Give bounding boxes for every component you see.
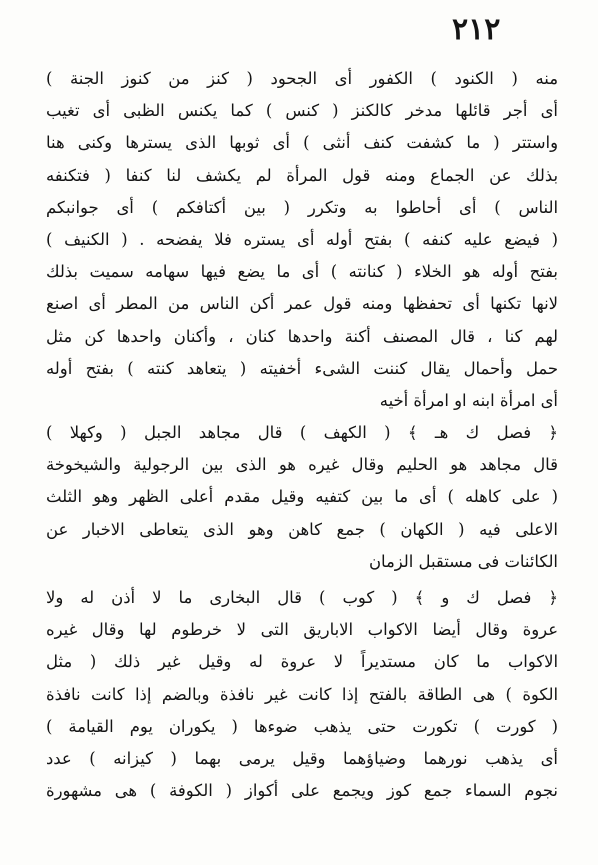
section-heading-kaf-ha: ﴿ فصل ك هـ ﴾ ( الكهف ) قال مجاهد الجبل ( وكهلا ) (46, 423, 558, 443)
text-line: الكوة ) هى الطاقة بالفتح إذا كانت غير نافذة وبالضم إذا كانت نافذة (46, 684, 558, 704)
text-line: منه ( الكنود ) الكفور أى الجحود ( كنز من كنوز الجنة ) (46, 69, 558, 88)
text-line: عروة وقال أيضا الاكواب الاباريق التى لا خرطوم لها وقال غيره (46, 620, 558, 640)
text-line: قال مجاهد هو الحليم وقال غيره هو الذى بين الرجولية والشيخوخة (46, 455, 558, 475)
section-heading-kaf-waw: ﴿ فصل ك و ﴾ ( كوب ) قال البخارى ما لا أذن له ولا (46, 588, 558, 607)
text-line: الاكواب ما كان مستديراً لا عروة له وقيل غير ذلك ( مثل (46, 652, 558, 672)
text-line: لهم كنا ، قال المصنف أكنة واحدها كنان ، وأكنان واحدها كن مثل (46, 326, 558, 346)
text-line: بفتح أوله هو الخلاء ( كنانته ) أى ما يضع فيها سهامه سميت بذلك (46, 262, 558, 282)
text-line: أى يذهب نورهما وضياؤهما وقيل يرمى بهما ( كيزانه ) عدد (46, 748, 558, 768)
text-line: حمل وأحمال يقال كننت الشىء أخفيته ( يتعاهد كنته ) بفتح أوله (46, 358, 558, 378)
text-line: الكائنات فى مستقبل الزمان (368, 551, 558, 571)
page-body-text (46, 63, 558, 807)
text-line: لانها تكنها أى تحفظها ومنه قول عمر أكن الناس من المطر أى اصنع (46, 294, 558, 314)
text-line: بذلك عن الجماع ومنه قول المرأة لم يكشف لنا كنفا ( فتكنفه (46, 165, 558, 185)
text-line: واستتر ( ما كشفت كنف أنثى ) أى ثوبها الذى يسترها وكنى هنا (46, 133, 558, 153)
text-line: ( كورت ) تكورت حتى يذهب ضوءها ( يكوران يوم القيامة ) (46, 716, 558, 736)
text-line: الناس ) أى أحاطوا به وتكرر ( بين أكتافكم ) أى جوانبكم (46, 197, 558, 217)
text-line: ( على كاهله ) أى ما بين كتفيه وقيل مقدم أعلى الظهر وهو الثلث (46, 487, 558, 507)
text-line: ( فيضع عليه كنفه ) بفتح أوله أى يستره فلا يفضحه . ( الكنيف ) (46, 229, 558, 249)
page-number: ٢١٢ (452, 12, 501, 47)
text-line: نجوم السماء جمع كوز ويجمع على أكواز ( الكوفة ) هى مشهورة (46, 781, 558, 801)
text-line: الاعلى فيه ( الكهان ) جمع كاهن وهو الذى يتعاطى الاخبار عن (46, 519, 558, 539)
text-line: أى امرأة ابنه او امرأة أخيه (379, 390, 558, 410)
text-line: أى أجر قائلها مدخر كالكنز ( كنس ) كما يكنس الظبى أى تغيب (46, 101, 558, 121)
